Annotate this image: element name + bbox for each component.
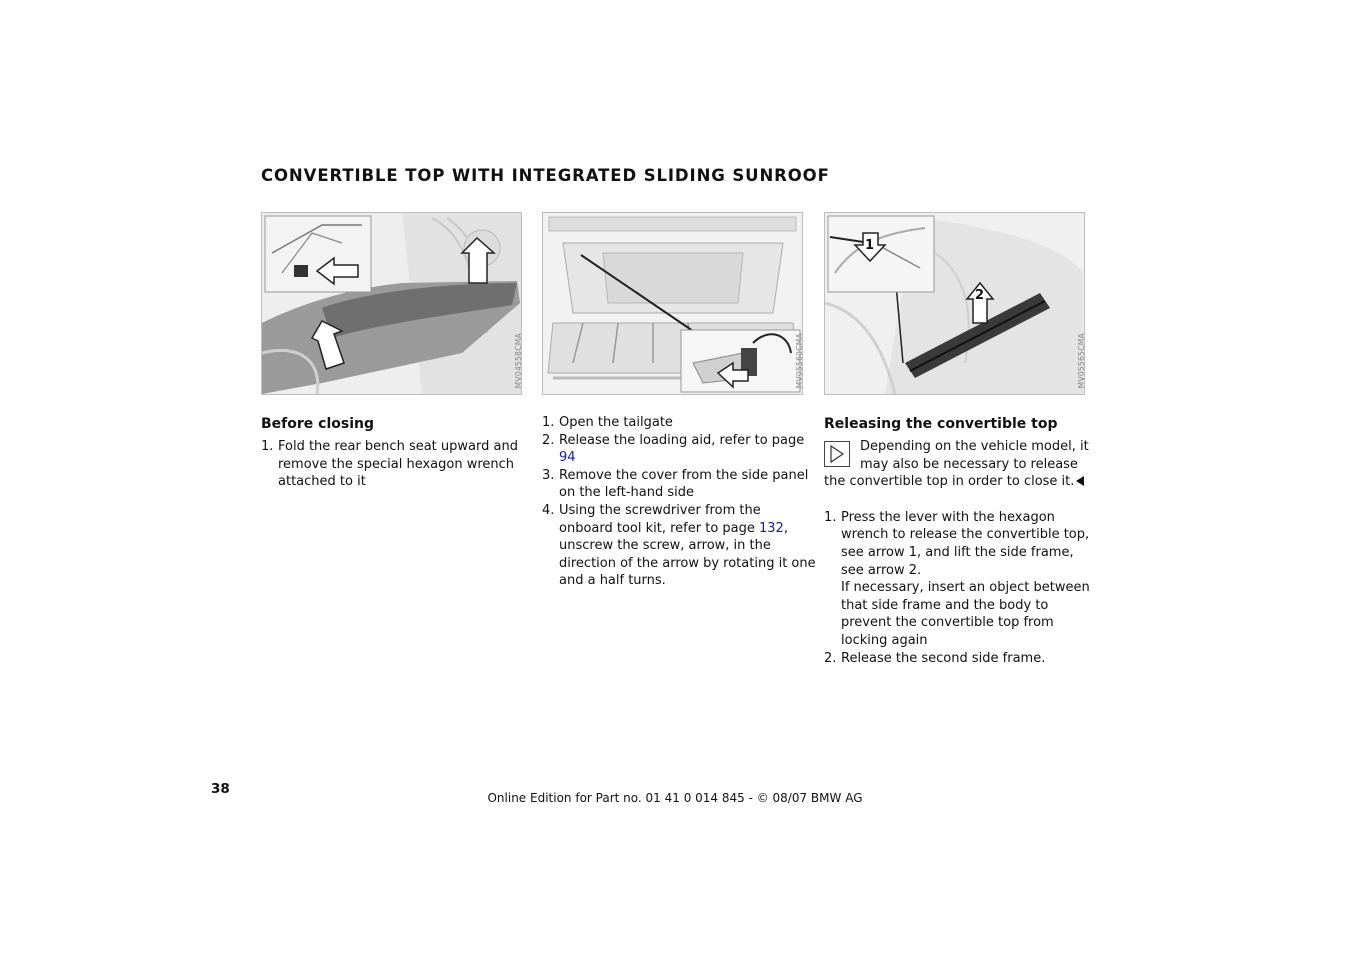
step-text: Fold the rear bench seat upward and remove the special hexagon wrench attached to it (278, 439, 518, 490)
before-closing-steps (261, 438, 531, 491)
step-text-after: , unscrew the screw, arrow, in the direction of the arrow by rotating it one and a half turns. (559, 520, 816, 589)
convertible-top-side-frame-illustration (825, 213, 1084, 394)
rear-bench-seat-illustration (262, 213, 521, 394)
convertible-top-figure (824, 212, 1085, 395)
figure-code: MV05560CMA (795, 332, 804, 388)
list-item (542, 432, 817, 467)
step-number: 4. (542, 502, 555, 518)
note-text: Depending on the vehicle model, it may also be necessary to release the convertible top in order to close it. (824, 439, 1089, 490)
step-extra-text: If necessary, insert an object between that side frame and the body to prevent the convertible top from locking again (841, 580, 1090, 648)
releasing-top-heading: Releasing the convertible top (824, 416, 1058, 432)
luggage-compartment-figure (542, 212, 803, 395)
figure-code: MV05565CMA (1077, 332, 1086, 388)
before-closing-heading: Before closing (261, 416, 374, 432)
step-number: 1. (261, 439, 274, 454)
step-text: Using the screwdriver from the onboard tool kit, refer to page (559, 502, 761, 536)
figure-code: MV04558CMA (514, 332, 523, 388)
page-reference-link[interactable]: 132 (759, 520, 784, 536)
page-reference-link[interactable]: 94 (559, 450, 576, 466)
list-item (824, 650, 1094, 668)
page-number: 38 (211, 781, 230, 797)
note-triangle-icon (824, 441, 850, 467)
svg-text:1: 1 (865, 238, 875, 253)
luggage-compartment-illustration (543, 213, 802, 394)
step-text: Remove the cover from the side panel on the left-hand side (559, 467, 809, 501)
step-text: Press the lever with the hexagon wrench to release the convertible top, see arrow 1, and lift the side frame, see arrow 2. (841, 509, 1090, 578)
step-number: 1. (542, 415, 555, 430)
step-number: 3. (542, 467, 555, 483)
tailgate-steps (542, 414, 817, 590)
step-text: Open the tailgate (559, 415, 673, 430)
edition-footer: Online Edition for Part no. 01 41 0 014 845 - © 08/07 BMW AG (487, 791, 863, 805)
vehicle-model-note (824, 438, 1094, 491)
rear-bench-seat-figure (261, 212, 522, 395)
list-item (542, 414, 817, 432)
list-item (542, 467, 817, 502)
before-closing-section (261, 414, 531, 491)
step-text: Release the second side frame. (841, 650, 1046, 666)
step-number: 1. (824, 509, 837, 525)
end-of-note-icon (1076, 476, 1084, 486)
list-item (824, 509, 1094, 650)
svg-text:2: 2 (975, 288, 985, 303)
step-number: 2. (824, 650, 837, 666)
section-title: CONVERTIBLE TOP WITH INTEGRATED SLIDING SUNROOF (261, 166, 830, 185)
step-text: Release the loading aid, refer to page (559, 432, 805, 448)
list-item (261, 438, 531, 491)
releasing-top-section (824, 414, 1094, 667)
tailgate-steps-section (542, 414, 817, 590)
list-item (542, 502, 817, 590)
releasing-top-steps (824, 509, 1094, 667)
step-number: 2. (542, 432, 555, 448)
